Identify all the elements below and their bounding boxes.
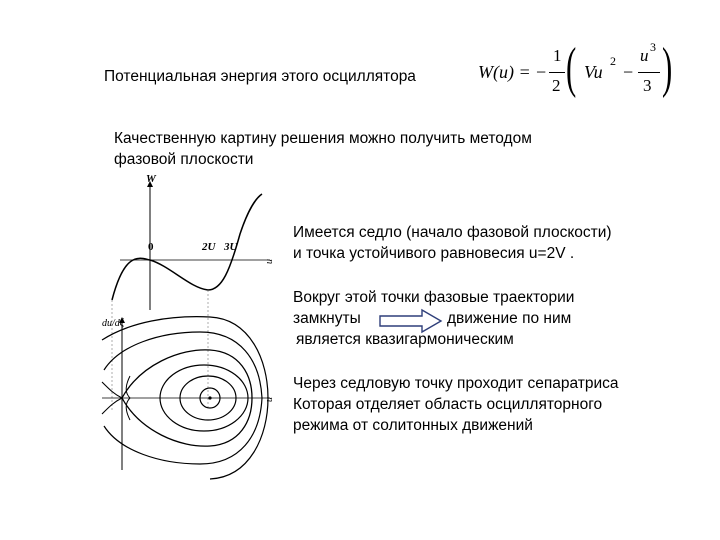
para2-line-1: Вокруг этой точки фазовые траектории [293,289,575,306]
formula-exp1: 2 [610,54,616,68]
formula-term1: Vu [584,62,603,82]
potential-formula: W(u) = − 1 2 ( Vu 2 − u 3 3 ) [478,37,673,99]
tick-2u-label: 2U [202,241,216,253]
para1-line-1: Имеется седло (начало фазовой плоскости) [293,224,612,241]
para3-line-3: режима от солитонных движений [293,417,533,434]
w-axis-label: W [146,173,156,185]
formula-den2: 3 [643,76,652,95]
intro-line-1: Качественную картину решения можно получить методом [114,130,532,147]
para2-line-2-left: замкнуты [293,310,361,327]
formula-minus2: − [623,62,634,82]
du-axis-label: du/dξ [102,318,125,329]
tick-3u-label: 3U [224,241,238,253]
phase-plots [100,170,290,480]
potential-curve [112,194,262,300]
formula-minus: − [536,62,547,82]
formula-num2-exp: 3 [650,40,656,54]
u-axis-bottom-label: u [264,397,275,402]
para2-line-2-right: движение по ним [447,310,572,327]
formula-lhs: W(u) = [478,62,531,82]
phase-plane-plot [102,317,275,479]
para1-line-2: и точка устойчивого равновесия u=2V . [293,245,575,262]
formula-den1: 2 [552,76,561,95]
para3-line-1: Через седловую точку проходит сепаратриса [293,375,619,392]
potential-plot [112,173,275,410]
formula-num2: u [640,46,649,65]
para3-line-2: Которая отделяет область осцилляторного [293,396,603,413]
para2-line-3: является квазигармоническим [296,331,514,348]
intro-line-2: фазовой плоскости [114,151,254,168]
formula-num1: 1 [553,46,562,65]
origin-label: 0 [148,241,154,253]
u-axis-top-label: u [264,259,275,264]
heading-text: Потенциальная энергия этого осциллятора [104,68,416,85]
